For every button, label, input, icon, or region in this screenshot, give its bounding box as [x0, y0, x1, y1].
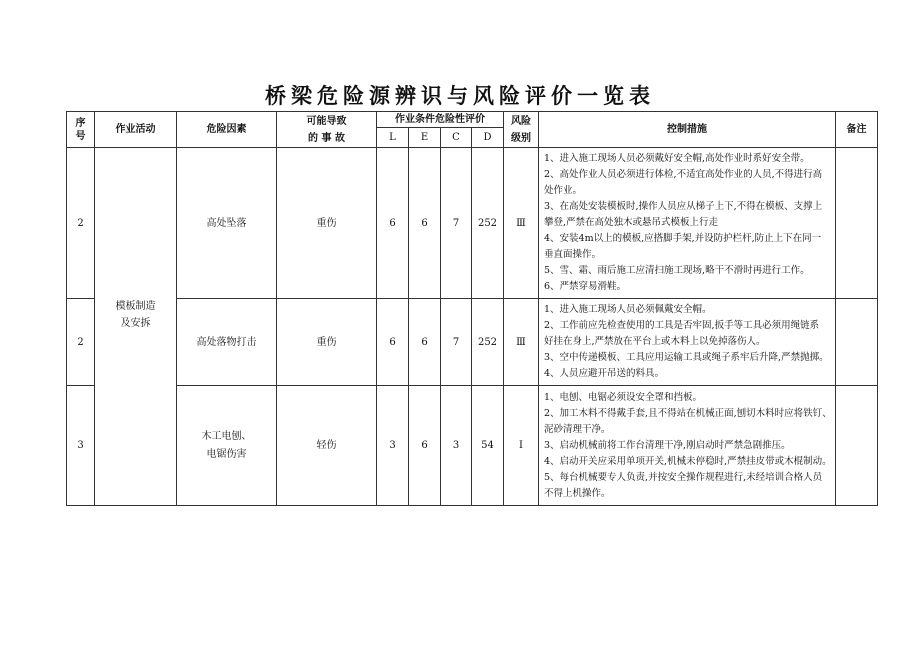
- row-accident: 重伤: [277, 148, 377, 299]
- measure-line: 2、工作前应先检查使用的工具是否牢固,扳手等工具必须用绳链系: [544, 320, 820, 331]
- measure-line: 攀登,严禁在高处独木或悬吊式模板上行走: [544, 217, 719, 228]
- row-l: 6: [377, 299, 409, 386]
- header-d: D: [472, 128, 504, 148]
- row-e: 6: [409, 148, 441, 299]
- measure-line: 1、电刨、电锯必须设安全罩和挡板。: [544, 391, 703, 403]
- measure-line: 好挂在身上,严禁放在平台上或木料上以免掉落伤人。: [544, 336, 766, 347]
- measure-line: 2、加工木料不得戴手套,且不得站在机械正面,刨切木料时应将铁钉、: [544, 407, 832, 419]
- row-e: 6: [409, 386, 441, 506]
- row-hazard: [177, 386, 277, 506]
- row-hazard-text: 木工电刨、 电锯伤害: [201, 430, 252, 460]
- table-row: [67, 299, 878, 386]
- header-risk-line2: 级别: [511, 132, 531, 144]
- header-c: C: [441, 128, 472, 148]
- row-accident: 轻伤: [277, 386, 377, 506]
- row-remarks: [836, 299, 878, 386]
- measure-line: 4、安装4m以上的模板,应搭脚手架,并设防护栏杆,防止上下在同一: [544, 233, 822, 244]
- measure-line: 5、雪、霜、雨后施工应清扫施工现场,略干不滑时再进行工作。: [544, 265, 810, 276]
- header-risk: [504, 112, 539, 148]
- measure-line: 2、高处作业人员必须进行体检,不适宜高处作业的人员,不得进行高: [544, 169, 823, 180]
- row-d: 54: [472, 386, 504, 506]
- row-risk: Ⅲ: [504, 299, 539, 386]
- header-accident-line1: 可能导致: [306, 115, 347, 127]
- row-c: 3: [441, 386, 472, 506]
- measure-line: 1、进入施工现场人员必须戴好安全帽,高处作业时系好安全带。: [544, 153, 810, 164]
- header-seq: [67, 112, 95, 148]
- header-seq-line2: 号: [75, 130, 86, 142]
- row-hazard: 高处落物打击: [177, 299, 277, 386]
- row-risk: Ⅰ: [504, 386, 539, 506]
- header-activity: 作业活动: [95, 112, 177, 148]
- measure-line: 垂直面操作。: [544, 249, 602, 260]
- row-remarks: [836, 148, 878, 299]
- row-l: 3: [377, 386, 409, 506]
- row-measures: [539, 299, 836, 386]
- header-evaluation: 作业条件危险性评价: [377, 112, 504, 128]
- measure-line: 3、启动机械前将工作台清理干净,刚启动时严禁急剧推压。: [544, 439, 791, 451]
- header-accident: [277, 112, 377, 148]
- row-d: 252: [472, 299, 504, 386]
- measure-line: 1、进入施工现场人员必须佩戴安全帽。: [544, 304, 712, 315]
- header-measures: 控制措施: [539, 112, 836, 148]
- header-hazard: 危险因素: [177, 112, 277, 148]
- measure-line: 不得上机操作。: [544, 487, 611, 499]
- row-remarks: [836, 386, 878, 506]
- row-e: 6: [409, 299, 441, 386]
- row-seq: 2: [67, 299, 95, 386]
- row-risk: Ⅲ: [504, 148, 539, 299]
- header-remarks: 备注: [836, 112, 878, 148]
- measure-line: 4、人员应避开吊送的料具。: [544, 368, 665, 379]
- table-row: [67, 386, 878, 506]
- header-accident-line2: 的 事 故: [308, 132, 345, 144]
- measure-line: 泥砂清理干净。: [544, 423, 611, 435]
- row-measures: [539, 148, 836, 299]
- header-risk-line1: 风险: [511, 115, 531, 127]
- row-hazard: 高处坠落: [177, 148, 277, 299]
- measure-line: 6、严禁穿易滑鞋。: [544, 281, 627, 292]
- header-seq-line1: 序: [75, 117, 86, 129]
- activity-cell: [95, 148, 177, 506]
- row-measures: [539, 386, 836, 506]
- row-accident: 重伤: [277, 299, 377, 386]
- measure-line: 4、启动开关应采用单项开关,机械未停稳时,严禁挂皮带或木棍制动。: [544, 455, 832, 467]
- page-title: 桥梁危险源辨识与风险评价一览表: [265, 84, 655, 108]
- row-seq: 3: [67, 386, 95, 506]
- table-row: [67, 148, 878, 299]
- row-c: 7: [441, 148, 472, 299]
- risk-evaluation-table: [66, 111, 878, 506]
- measure-line: 5、每台机械要专人负责,并按安全操作规程进行,未经培训合格人员: [544, 471, 823, 483]
- row-l: 6: [377, 148, 409, 299]
- header-l: L: [377, 128, 409, 148]
- row-d: 252: [472, 148, 504, 299]
- measure-line: 处作业。: [544, 185, 583, 196]
- row-c: 7: [441, 299, 472, 386]
- measure-line: 3、空中传递模板、工具应用运输工具或绳子系牢后升降,严禁抛掷。: [544, 352, 829, 363]
- measure-line: 3、在高处安装模板时,操作人员应从梯子上下,不得在模板、支撑上: [544, 201, 823, 212]
- header-e: E: [409, 128, 441, 148]
- row-seq: 2: [67, 148, 95, 299]
- activity-text: 模板制造 及安拆: [115, 301, 156, 329]
